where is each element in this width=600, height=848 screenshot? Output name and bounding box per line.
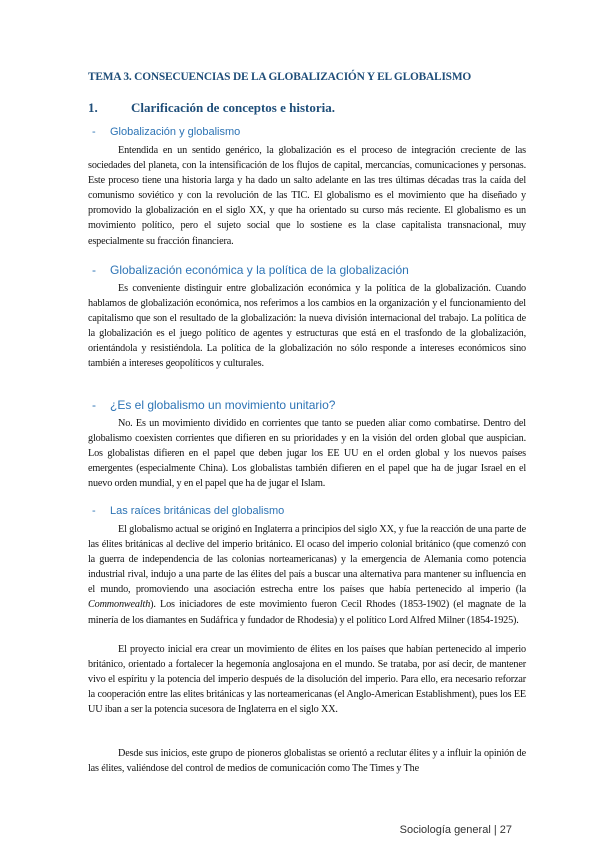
paragraph: El proyecto inicial era crear un movimiento de élites en los países que habían pertenecido al imperio británico, orientado a fortalecer la hegemonía anglosajona en el mundo. Se trataba, por así decir, de mantener vivo el espíritu y la potencia del imperio después de la disolución del imperio. Para ello, era necesario reforzar la cooperación entre las elites británicas y las norteamericanas (el Anglo-American Establishment), pues los EE UU iban a ser la potencia sucesora de Inglaterra en el siglo XX. (88, 644, 526, 716)
subsection-title: Globalización y globalismo (110, 126, 241, 138)
subsection-heading-raices (88, 505, 528, 517)
bullet-dash: - (92, 398, 96, 412)
section-label: Clarificación de conceptos e historia. (131, 100, 335, 115)
subsection-title: ¿Es el globalismo un movimiento unitario? (110, 398, 336, 412)
subsection-heading-globalizacion (88, 126, 528, 138)
page-number: 27 (499, 824, 512, 836)
paragraph: Desde sus inicios, este grupo de pioneros globalistas se orientó a reclutar élites y a influir la opinión de las élites, valiéndose del control de medios de comunicación como The Times y The (88, 748, 526, 775)
paragraph (88, 522, 526, 628)
bullet-dash: - (92, 263, 96, 277)
footer-separator: | (493, 824, 497, 836)
subsection-heading-economica (88, 263, 528, 277)
page-footer (400, 824, 512, 836)
paragraph: No. Es un movimiento dividido en corrientes que tanto se pueden aliar como combatirse. Dentro del globalismo coexisten corrientes que difieren en su prioridades y en la visión del orden global que auspician. Los globalistas difieren en el papel que deben jugar los EE UU en el orden global y los nuevos países emergentes (especialmente China). Los globalistas también difieren en el papel que ha de jugar Israel en el nuevo orden mundial, y en el papel que ha de jugar el Islam. (88, 418, 526, 490)
bullet-dash: - (92, 126, 96, 138)
paragraph-text: El globalismo actual se originó en Inglaterra a principios del siglo XX, y fue la reacción de una parte de las élites británicas al declive del imperio británico. El ocaso del imperio colonial británico (que comenzó con la guerra de independencia de las colonias norteamericanas) y la emergencia de Alemania como potencia industrial rival, indujo a una parte de las élites del país a buscar una alternativa para mantener su influencia en el mundo, promoviendo una asociación estrecha entre los países que había pertenecido al imperio (la (88, 524, 526, 596)
chapter-title: TEMA 3. CONSECUENCIAS DE LA GLOBALIZACIÓN Y EL GLOBALISMO (88, 71, 472, 83)
subsection-title: Las raíces británicas del globalismo (110, 505, 285, 517)
paragraph: Entendida en un sentido genérico, la globalización es el proceso de integración creciente de las sociedades del planeta, con la intensificación de los flujos de capital, mercancías, comunicaciones y personas. Este proceso tiene una historia larga y ha dado un salto adelante en las tres últimas décadas tras la caída del comunismo soviético y con la revolución de las TIC. El globalismo es el movimiento que ha diseñado y promovido la globalización en el siglo XX, y que ha orientado su curso más reciente. El globalismo es un movimiento político, pero el sujeto social que lo sostiene es la clase capitalista transnacional, muy especialmente su fracción financiera. (88, 145, 526, 247)
footer-label: Sociología general (399, 824, 491, 836)
subsection-heading-unitario (88, 398, 528, 412)
section-heading (88, 100, 528, 116)
paragraph-text: ). Los iniciadores de este movimiento fueron Cecil Rhodes (1853-1902) (el magnate de la minería de los diamantes en Sudáfrica y fundador de Rhodesia) y el político Lord Alfred Milner (1854-1925). (88, 599, 526, 626)
subsection-title: Globalización económica y la política de la globalización (110, 263, 409, 277)
bullet-dash: - (92, 505, 96, 517)
section-number: 1. (88, 100, 98, 115)
paragraph: Es conveniente distinguir entre globalización económica y la política de la globalización. Cuando hablamos de globalización económica, nos referimos a los cambios en la organización y el funcionamiento del capitalismo que son el resultado de la globalización: la nueva división internacional del trabajo. La política de la globalización es el juego político de agentes y estructuras que está en el trasfondo de la globalización, orientándola y resistiéndola. La política de la globalización no sólo responde a intereses económicos sino también a intereses geopolíticos y culturales. (88, 283, 526, 370)
italic-term: Commonwealth (88, 599, 151, 611)
